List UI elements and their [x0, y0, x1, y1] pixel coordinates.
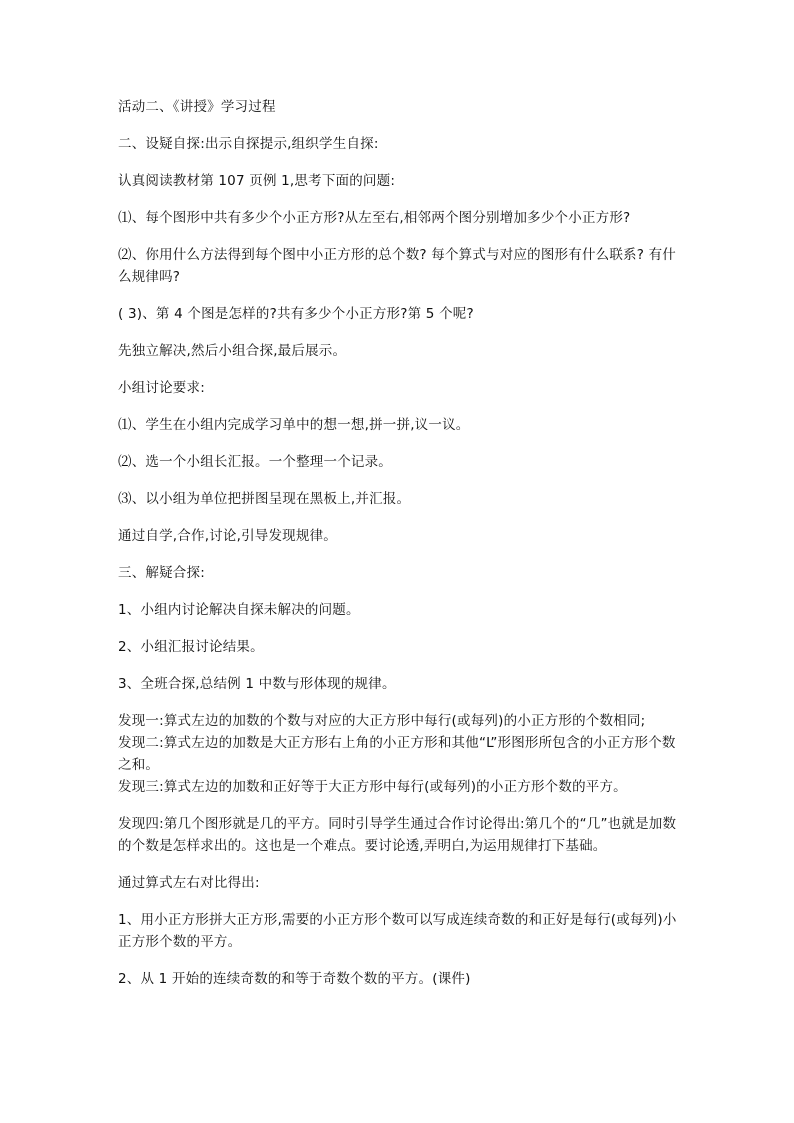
conclusion-1: 1、用小正方形拼大正方形,需要的小正方形个数可以写成连续奇数的和正好是每行(或每列)小正方形个数的平方。	[118, 912, 677, 950]
discussion-requirement-2: ⑵、选一个小组长汇报。一个整理一个记录。	[118, 454, 392, 470]
question-2: ⑵、你用什么方法得到每个图中小正方形的总个数? 每个算式与对应的图形有什么联系? 有什么规律吗?	[118, 247, 677, 285]
reading-instruction: 认真阅读教材第 107 页例 1,思考下面的问题:	[118, 173, 396, 189]
discussion-requirement-1: ⑴、学生在小组内完成学习单中的想一想,拼一拼,议一议。	[118, 417, 470, 433]
finding-2: 发现二:算式左边的加数是大正方形右上角的小正方形和其他“L”形图形所包含的小正方形个数之和。	[118, 735, 676, 773]
section-two-heading: 二、设疑自探:出示自探提示,组织学生自探:	[118, 136, 379, 152]
step-3: 3、全班合探,总结例 1 中数与形体现的规律。	[118, 676, 396, 692]
activity-title: 活动二、《讲授》学习过程	[118, 99, 276, 115]
step-1: 1、小组内讨论解决自探未解决的问题。	[118, 602, 360, 618]
question-1: ⑴、每个图形中共有多少个小正方形?从左至右,相邻两个图分别增加多少个小正方形?	[118, 210, 631, 226]
discussion-requirement-3: ⑶、以小组为单位把拼图呈现在黑板上,并汇报。	[118, 491, 411, 507]
section-three-heading: 三、解疑合探:	[118, 565, 205, 581]
conclusion-2: 2、从 1 开始的连续奇数的和等于奇数个数的平方。(课件)	[118, 971, 471, 987]
finding-1: 发现一:算式左边的加数的个数与对应的大正方形中每行(或每列)的小正方形的个数相同;	[118, 713, 646, 729]
findings-block	[118, 710, 683, 798]
step-2: 2、小组汇报讨论结果。	[118, 639, 264, 655]
question-3: ( 3)、第 4 个图是怎样的?共有多少个小正方形?第 5 个呢?	[118, 306, 474, 322]
finding-4: 发现四:第几个图形就是几的平方。同时引导学生通过合作讨论得出:第几个的“几”也就是加数的个数是怎样求出的。这也是一个难点。要讨论透,弄明白,为运用规律打下基础。	[118, 816, 677, 854]
guidance-text: 通过自学,合作,讨论,引导发现规律。	[118, 528, 337, 544]
solve-instruction: 先独立解决,然后小组合探,最后展示。	[118, 343, 347, 359]
document-body	[118, 96, 683, 1005]
group-discussion-heading: 小组讨论要求:	[118, 380, 205, 396]
finding-3: 发现三:算式左边的加数和正好等于大正方形中每行(或每列)的小正方形个数的平方。	[118, 779, 627, 795]
comparison-heading: 通过算式左右对比得出:	[118, 875, 260, 891]
